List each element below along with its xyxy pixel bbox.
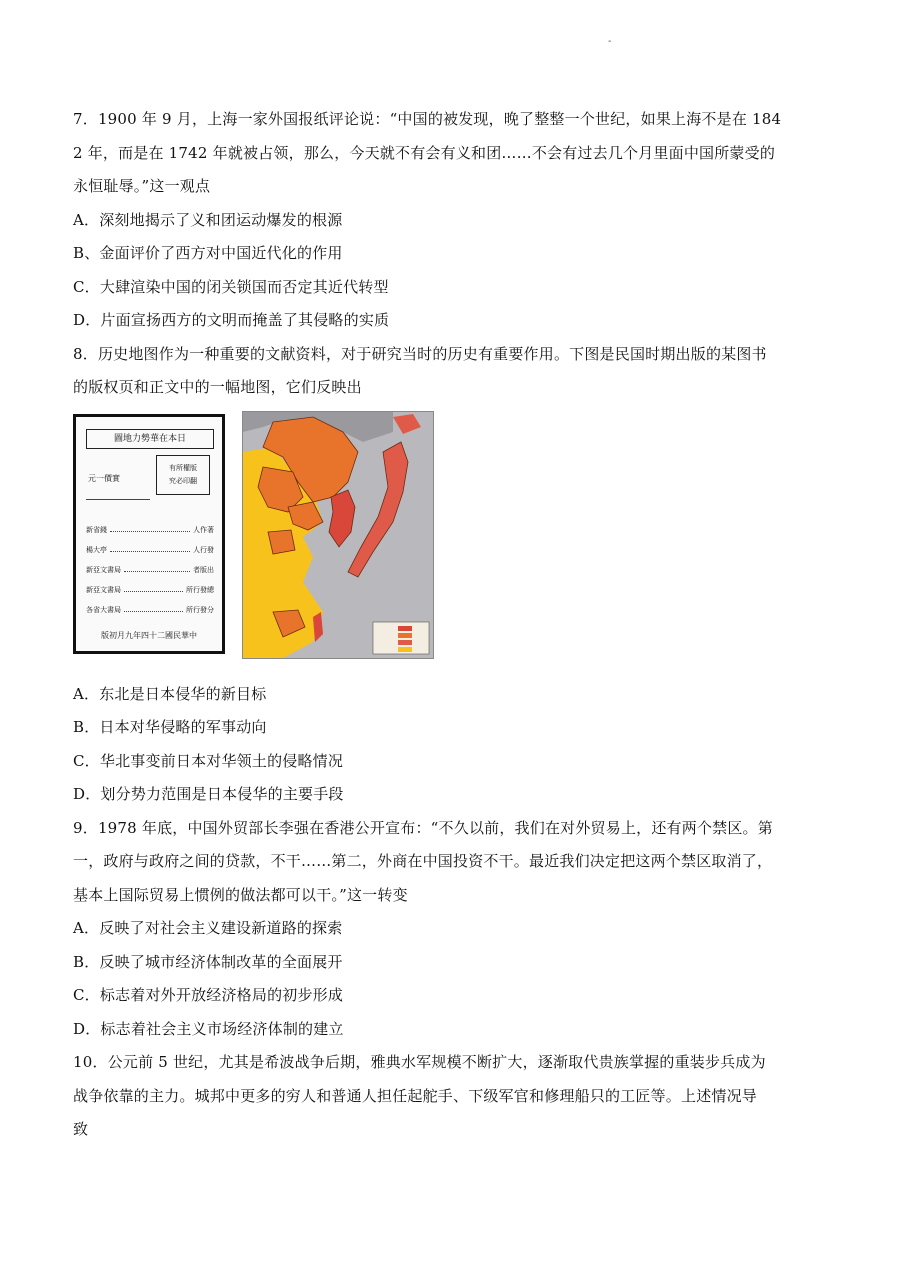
q8-option-d[interactable]: D．划分势力范围是日本侵华的主要手段 <box>73 785 344 803</box>
copyright-title: 圖地力勢華在本日 <box>86 429 214 449</box>
copyright-row <box>86 525 214 535</box>
q8-stem-line-2: 的版权页和正文中的一幅地图，它们反映出 <box>73 378 362 396</box>
copyright-box-line-1: 有所權版 <box>169 463 197 472</box>
q7-option-c[interactable]: C．大肆渲染中国的闭关锁国而否定其近代转型 <box>73 277 389 296</box>
map-legend-swatch <box>398 647 412 652</box>
copyright-row-name: 新亞文書局 <box>86 565 121 574</box>
copyright-row <box>86 565 214 575</box>
q9-option-c[interactable]: C．标志着对外开放经济格局的初步形成 <box>73 986 344 1004</box>
map-legend-swatch <box>398 633 412 638</box>
copyright-row-name: 新亞文書局 <box>86 585 121 594</box>
header-mark: - <box>608 36 612 47</box>
copyright-row-role: 人作著 <box>193 525 214 534</box>
copyright-row-name: 新省錢 <box>86 525 107 534</box>
q8-option-a[interactable]: A．东北是日本侵华的新目标 <box>73 684 267 703</box>
map-legend-swatch <box>398 640 412 645</box>
copyright-row-name: 各省大書局 <box>86 605 121 614</box>
q9-option-b[interactable]: B．反映了城市经济体制改革的全面展开 <box>73 952 343 971</box>
q7-stem-line-2: 2 年，而是在 1742 年就被占领，那么，今天就不有会有义和团……不会有过去几个月里面中国所蒙受的 <box>73 143 776 162</box>
q9-option-d[interactable]: D．标志着社会主义市场经济体制的建立 <box>73 1019 344 1038</box>
copyright-row-role: 所行發分 <box>186 605 214 614</box>
q9-stem-line-2: 一，政府与政府之间的贷款，不干……第二，外商在中国投资不干。最近我们决定把这两个禁区取消了， <box>73 852 773 870</box>
copyright-row <box>86 585 214 595</box>
q9-stem-line-1: 9．1978 年底，中国外贸部长李强在香港公开宣布：“不久以前，我们在对外贸易上，还有两个禁区。第 <box>73 818 773 837</box>
copyright-box-line-2: 究必印翻 <box>169 476 197 485</box>
q8-stem-line-1: 8．历史地图作为一种重要的文献资料，对于研究当时的历史有重要作用。下图是民国时期出版的某图书 <box>73 344 767 363</box>
east-asia-map-image <box>242 411 434 659</box>
copyright-divider <box>86 499 150 500</box>
exam-page <box>73 103 843 1147</box>
copyright-row <box>86 545 214 555</box>
q7-stem-line-1: 7．1900 年 9 月，上海一家外国报纸评论说：“中国的被发现，晚了整整一个世纪，如果上海不是在 184 <box>73 110 782 128</box>
q9-option-a[interactable]: A．反映了对社会主义建设新道路的探索 <box>73 919 343 937</box>
q8-figure <box>73 408 843 658</box>
question-10 <box>73 1046 843 1147</box>
q7-option-d[interactable]: D．片面宣扬西方的文明而掩盖了其侵略的实质 <box>73 311 390 329</box>
copyright-row-role: 所行發總 <box>186 585 214 594</box>
question-9 <box>73 812 843 1047</box>
copyright-row-name: 楊大亭 <box>86 545 107 554</box>
copyright-footer: 版初月九年四十二國民華中 <box>101 630 197 640</box>
q10-stem-line-3: 致 <box>73 1120 89 1138</box>
q9-stem-line-3: 基本上国际贸易上惯例的做法都可以干。”这一转变 <box>73 885 408 904</box>
copyright-price: 元一價實 <box>88 473 120 483</box>
q7-stem-line-3: 永恒耻辱。”这一观点 <box>73 177 211 195</box>
map-central-region <box>268 530 295 554</box>
q7-option-a[interactable]: A．深刻地揭示了义和团运动爆发的根源 <box>73 210 343 229</box>
copyright-page-image <box>73 414 225 654</box>
q8-option-b[interactable]: B．日本对华侵略的军事动向 <box>73 718 267 736</box>
question-8 <box>73 338 843 812</box>
copyright-box <box>156 455 210 495</box>
q7-option-b[interactable]: B、金面评价了西方对中国近代化的作用 <box>73 244 343 262</box>
copyright-row-role: 人行發 <box>193 545 214 554</box>
q8-option-c[interactable]: C．华北事变前日本对华领土的侵略情况 <box>73 751 344 770</box>
copyright-row-role: 者版出 <box>193 565 214 574</box>
copyright-row <box>86 605 214 615</box>
map-legend-swatch <box>398 626 412 631</box>
question-7 <box>73 103 843 338</box>
q10-stem-line-1: 10．公元前 5 世纪，尤其是希波战争后期，雅典水军规模不断扩大，逐渐取代贵族掌握的重装步兵成为 <box>73 1053 766 1071</box>
q10-stem-line-2: 战争依靠的主力。城邦中更多的穷人和普通人担任起舵手、下级军官和修理船只的工匠等。上述情况导 <box>73 1086 758 1105</box>
